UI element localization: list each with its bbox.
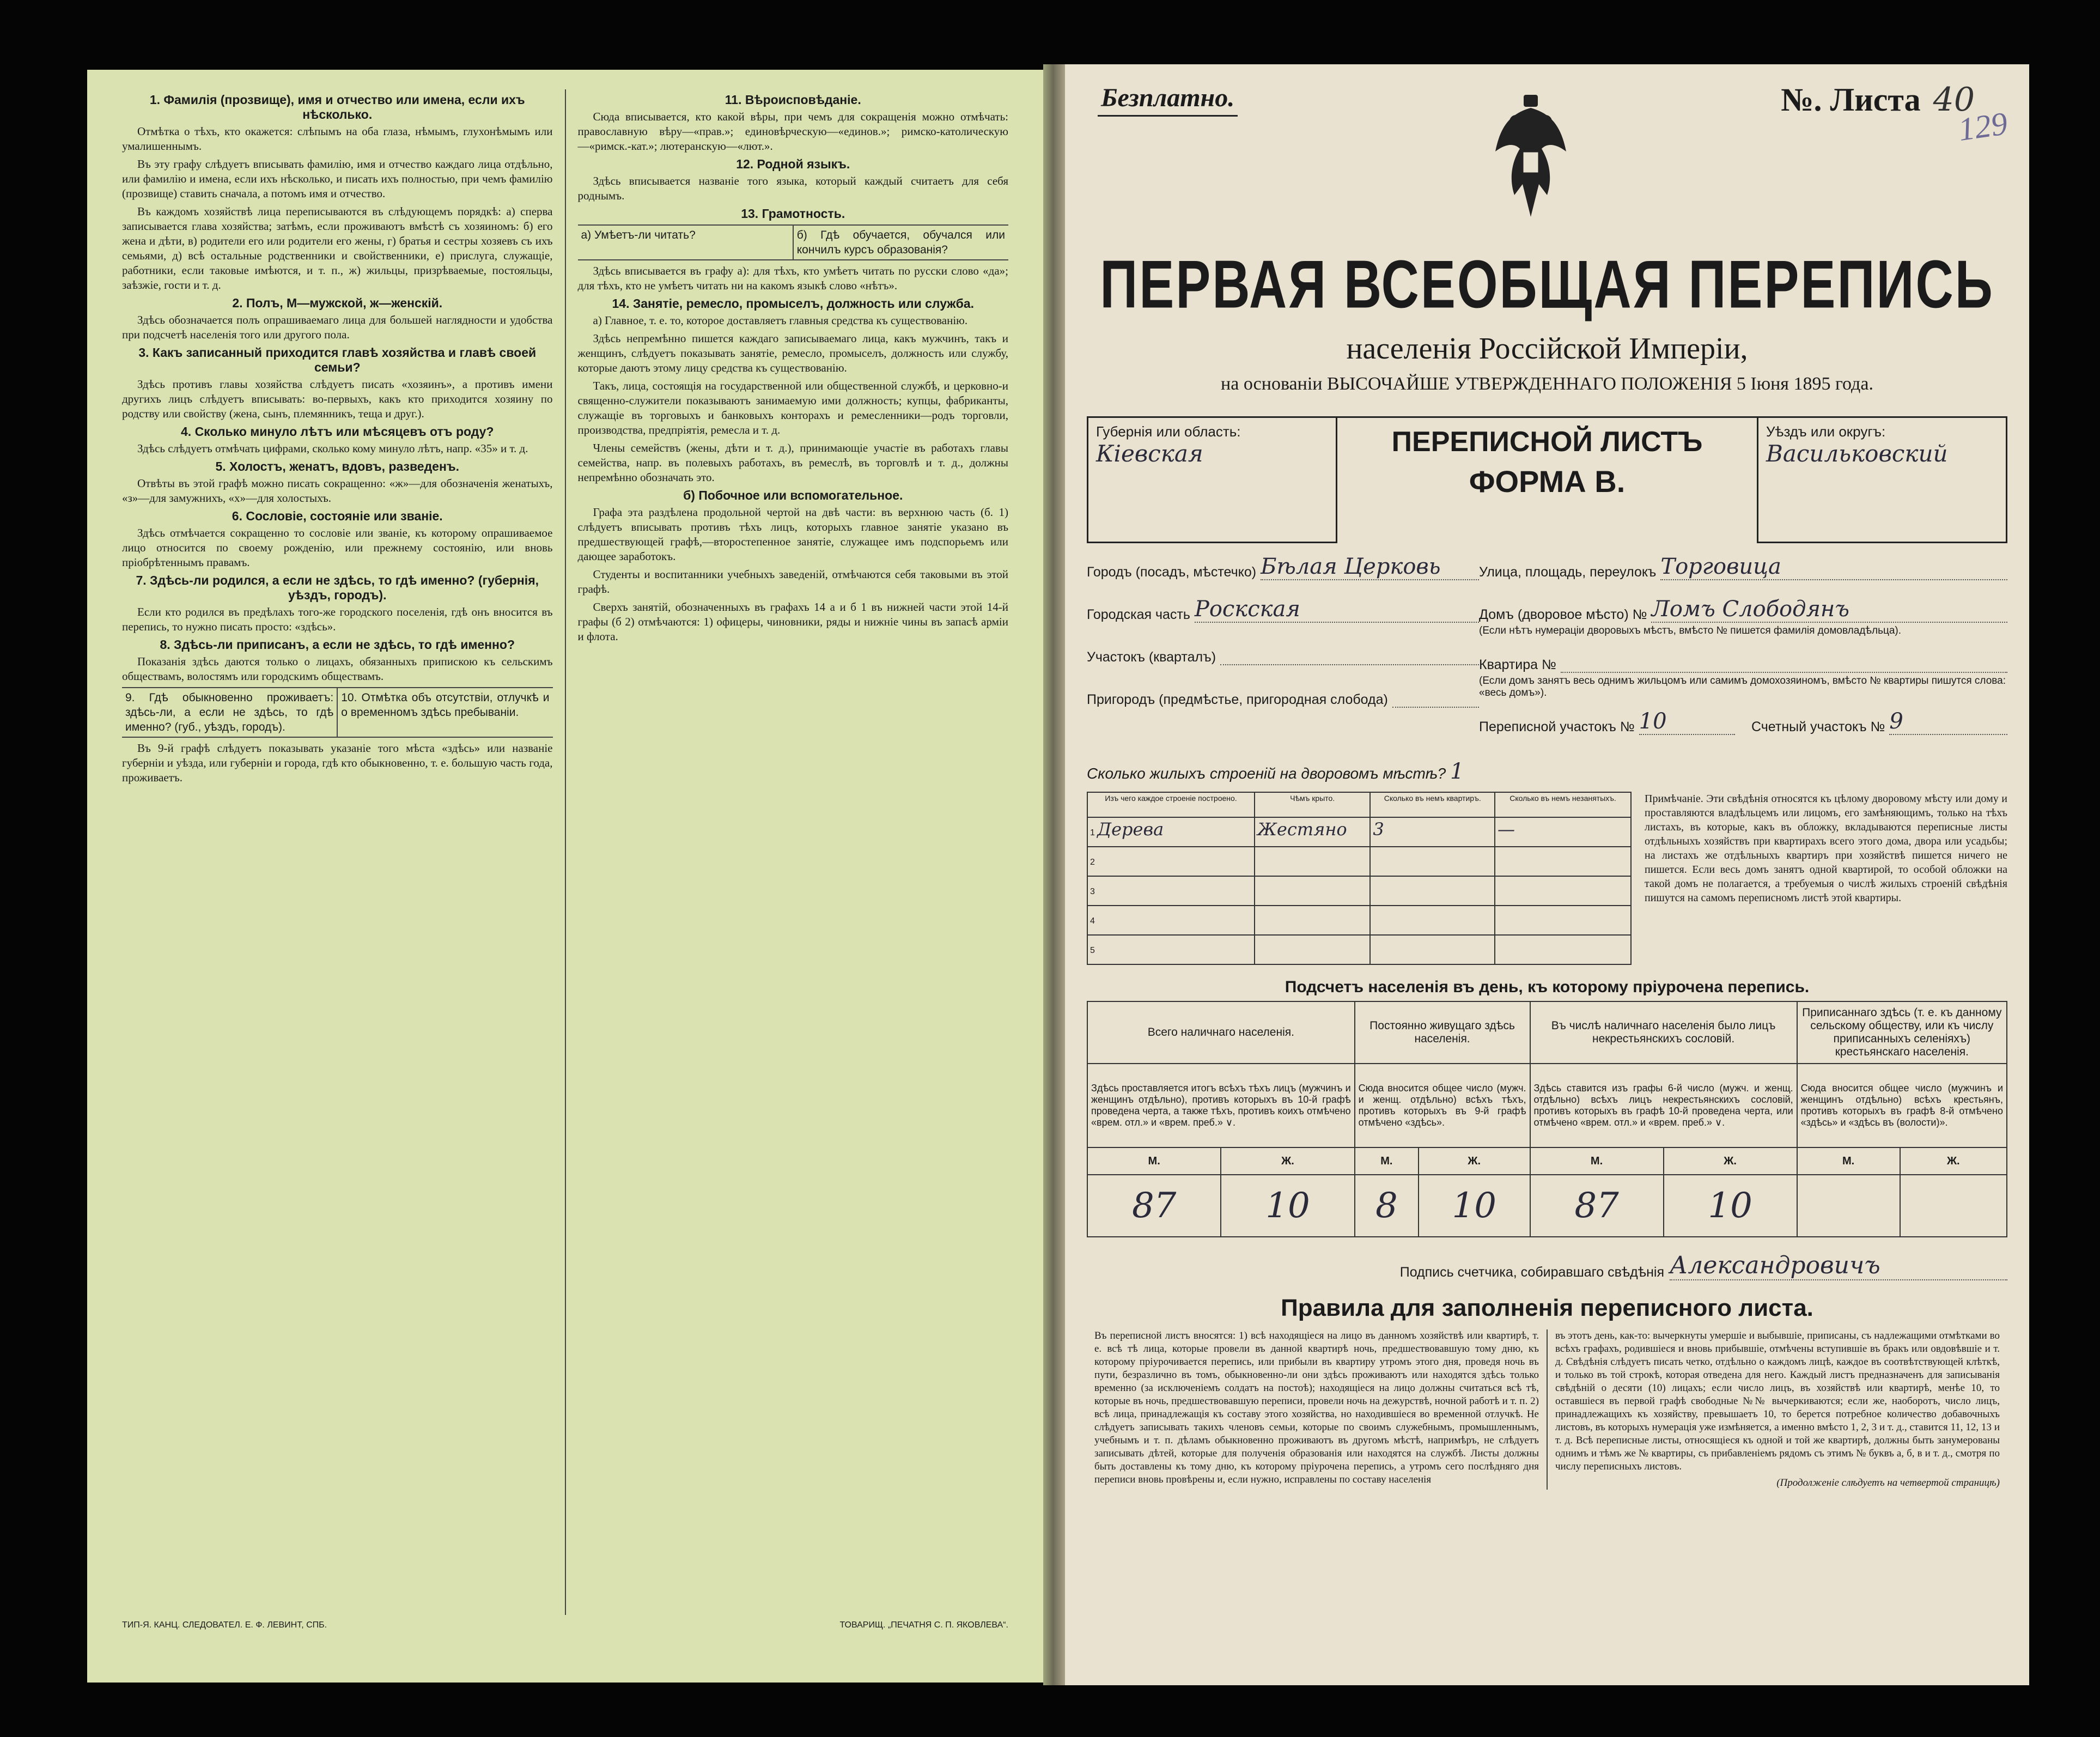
- sheet-title: [1337, 418, 1757, 543]
- census-subtitle: населенія Россійской Имперіи,: [1346, 332, 1748, 366]
- dwelling-cell: [1370, 935, 1495, 964]
- rules-continued: (Продолженіе слѣдуетъ на четвертой страницѣ): [1776, 1477, 2000, 1489]
- pop-header-present: Всего наличнаго населенія.: [1087, 1001, 1355, 1064]
- instruction-paragraph: Здѣсь слѣдуетъ отмѣчать цифрами, сколько кому минуло лѣтъ, напр. «35» и т. д.: [137, 442, 528, 455]
- dwelling-cell: [1370, 817, 1495, 847]
- printer-left: ТИП-Я. КАНЦ. СЛЕДОВАТЕЛ. Е. Ф. ЛЕВИНТ, СПБ.: [122, 1620, 327, 1630]
- suburb-label: Пригородъ (предмѣстье, пригородная слобода): [1087, 692, 1388, 707]
- population-count-value: [1900, 1175, 2007, 1237]
- double-headed-eagle-icon: [1490, 92, 1572, 228]
- street-value: Торговица: [1660, 554, 2007, 580]
- dwelling-cell: [1255, 876, 1370, 906]
- dwelling-cell: [1495, 935, 1631, 964]
- form-header-row: [1087, 416, 2007, 543]
- sheet-number-value: 40: [1933, 81, 1975, 119]
- dwelling-cell: [1495, 847, 1631, 876]
- instruction-paragraph: а) Главное, т. е. то, которое доставляетъ главныя средства къ существованію.: [593, 314, 968, 327]
- dwelling-cell: [1087, 876, 1255, 906]
- book-spine: [1043, 64, 1065, 1685]
- instruction-paragraph: Здѣсь вписывается названіе того языка, который каждый считаетъ для себя роднымъ.: [577, 174, 1008, 202]
- sex-column-label: М.: [1797, 1147, 1900, 1175]
- dw-header-material: Изъ чего каждое строеніе построено.: [1087, 792, 1255, 817]
- instruction-paragraph: Здѣсь противъ главы хозяйства слѣдуетъ писать «хозяинъ», а противъ имени другихъ лицъ слѣдуетъ вписывать: во-первыхъ, какъ кто приходится хозяину по родству или свойству (жена, сынъ, племянникъ, теща и друг.).: [122, 378, 553, 420]
- instruction-heading: 12. Родной языкъ.: [736, 157, 850, 171]
- uezd-label: Уѣздъ или округъ:: [1766, 423, 1886, 440]
- free-label: Безплатно.: [1098, 81, 1238, 117]
- dwelling-row-number: 2: [1090, 858, 1095, 867]
- dwelling-cell: [1495, 906, 1631, 935]
- flat-label: Квартира №: [1479, 657, 1556, 672]
- address-fields: [1087, 554, 2007, 751]
- instruction-paragraph: Въ 9-й графѣ слѣдуетъ показывать указаніе того мѣста «здѣсь» или названіе губерніи и уѣзда, или губерніи и города, гдѣ кто обыкновенно, т. е. большую часть года, проживаетъ.: [122, 742, 553, 784]
- gubernia-box: [1087, 418, 1337, 543]
- sheet-number: [1781, 81, 1975, 119]
- pop-desc-non-peasant: Здѣсь ставится изъ графы 6-й число (мужч. и женщ. отдѣльно) всѣхъ лицъ некрестьянскихъ сословій, противъ которыхъ въ графѣ 10-й проведена черта, или отмѣчено «врем. отл.» и «врем. преб.» ∨.: [1530, 1064, 1797, 1147]
- dwellings-table: [1087, 792, 1632, 965]
- instruction-paragraph: Въ каждомъ хозяйствѣ лица переписываются въ слѣдующемъ порядкѣ: а) сперва записывается глава хозяйства; затѣмъ, если проживаютъ вмѣстѣ съ хозяиномъ: б) его жена и дѣти, в) родители его или родители его жены, г) братья и сестры хозяевъ съ ихъ семьями, д) всѣ остальные родственники и свойственники, е) прислуга, служащіе, работники, если таковые имѣются, и т. п., ж) жильцы, призрѣваемые, постояльцы, заѣзжіе, гости и т. д.: [122, 205, 553, 291]
- dwelling-cell: [1370, 906, 1495, 935]
- instruction-heading: 2. Полъ, М—мужской, ж—женскій.: [232, 296, 443, 310]
- printer-right: ТОВАРИЩ. „ПЕЧАТНЯ С. П. ЯКОВЛЕВА“.: [839, 1620, 1008, 1630]
- dwelling-cell: [1255, 906, 1370, 935]
- rules-column-1: Въ переписной листъ вносятся: 1) всѣ находящіеся на лицо въ данномъ хозяйствѣ или квартирѣ, т. е. всѣ тѣ лица, которые провели въ данной квартирѣ ночь, предшествовавшую тому дню, къ которому пріурочивается перепись, или прибыли въ квартиру утромъ этого дня, проведя ночь въ пути, безразлично въ томъ, обыкновенно-ли они здѣсь проживаютъ или находятся здѣсь только временно (за исключеніемъ солдатъ на постоѣ); находящіеся на лицо должны считаться всѣ тѣ, которые въ ночь, предшествовавшую переписи, провели ночь на дежурствѣ, ночной работѣ и т. п. 2) всѣ лица, принадлежащія къ составу этого хозяйства, но находившіеся во временной отлучкѣ. Не слѣдуетъ записывать такихъ членовъ семьи, которые по своимъ служебнымъ, промышленнымъ, учебнымъ и т. п. дѣламъ обыкновенно проживаютъ въ другомъ мѣстѣ, напримѣръ, не слѣдуетъ записывать дѣтей, которые для полученія образованія или находятся на службѣ. Листы должны быть доставлены къ тому дню, къ которому пріурочена перепись, а утромъ сего послѣдняго дня переписи вновь провѣрены и, если нужно, исправлены по составу населенія: [1087, 1329, 1548, 1490]
- counting-area-value: 9: [1889, 709, 2007, 735]
- sex-column-label: М.: [1355, 1147, 1419, 1175]
- sex-column-label: Ж.: [1664, 1147, 1797, 1175]
- split-heading: [578, 224, 1009, 260]
- city-label: Городъ (посадъ, мѣстечко): [1087, 564, 1257, 580]
- sex-column-label: Ж.: [1419, 1147, 1530, 1175]
- sex-column-label: Ж.: [1900, 1147, 2007, 1175]
- population-count-title: Подсчетъ населенія въ день, къ которому пріурочена перепись.: [1285, 978, 1810, 996]
- instruction-heading: 5. Холостъ, женатъ, вдовъ, разведенъ.: [215, 459, 460, 473]
- split-heading-a: а) Умѣетъ-ли читать?: [578, 226, 794, 259]
- instruction-heading: б) Побочное или вспомогательное.: [683, 488, 903, 502]
- dwelling-row: [1087, 935, 1631, 964]
- population-count-value: 10: [1221, 1175, 1354, 1237]
- dwelling-cell: [1495, 876, 1631, 906]
- instruction-heading: 1. Фамилія (прозвище), имя и отчество или имена, если ихъ нѣсколько.: [149, 93, 525, 122]
- population-count-value: 87: [1530, 1175, 1664, 1237]
- instruction-heading: 3. Какъ записанный приходится главѣ хозяйства и главѣ своей семьи?: [138, 345, 537, 374]
- dwelling-cell: [1370, 876, 1495, 906]
- instruction-paragraph: Показанія здѣсь даются только о лицахъ, обязанныхъ припискою къ сельскимъ обществамъ, волостямъ или городскимъ обществамъ.: [122, 655, 553, 683]
- instruction-paragraph: Здѣсь непремѣнно пишется каждаго записываемаго лица, какъ мужчинъ, такъ и женщинъ, слѣдуетъ показывать занятіе, ремесло, промыселъ, должность или службу, которые даютъ этому лицу средства къ существованію.: [577, 332, 1008, 374]
- uezd-box: [1757, 418, 2007, 543]
- street-label: Улица, площадь, переулокъ: [1479, 564, 1657, 580]
- pop-header-permanent: Постоянно живущаго здѣсь населенія.: [1355, 1001, 1530, 1064]
- city-part-value: Роскская: [1195, 597, 1479, 623]
- dwelling-cell-value: 3: [1373, 819, 1384, 840]
- instruction-heading: 11. Вѣроисповѣданіе.: [725, 93, 861, 107]
- census-area-label: Переписной участокъ №: [1479, 719, 1635, 734]
- pop-header-non-peasant: Въ числѣ наличнаго населенія было лицъ некрестьянскихъ сословій.: [1530, 1001, 1797, 1064]
- dwelling-cell: [1255, 817, 1370, 847]
- enumerator-signature: [1087, 1252, 2007, 1280]
- rules-title: Правила для заполненія переписного листа.: [1281, 1295, 1813, 1321]
- population-count-value: [1797, 1175, 1900, 1237]
- signature-value: Александровичъ: [1670, 1252, 2007, 1280]
- house-value: Ломъ Слободянъ: [1651, 597, 2007, 623]
- instruction-paragraph: Въ эту графу слѣдуетъ вписывать фамилію, имя и отчество каждаго лица отдѣльно, или фамилію и имена, если ихъ нѣсколько, и писать ихъ полностью, при чемъ фамилію (прозвище) ставить сначала, а потомъ имя и отчество.: [122, 157, 553, 200]
- dwelling-cell-value: Жестяно: [1257, 819, 1347, 840]
- dw-header-flats: Сколько въ немъ квартиръ.: [1370, 792, 1495, 817]
- dwelling-row-number: 4: [1090, 916, 1095, 926]
- population-count-value: 8: [1355, 1175, 1419, 1237]
- instructions-column-2: [566, 89, 1021, 1615]
- dwelling-cell: [1087, 906, 1255, 935]
- dwelling-row-number: 3: [1090, 887, 1095, 896]
- sheet-title-line2: ФОРМА В.: [1469, 464, 1626, 499]
- archive-page-number: 129: [1956, 105, 2010, 148]
- instructions-page: [87, 70, 1043, 1683]
- instruction-heading: 6. Сословіе, состояніе или званіе.: [232, 509, 443, 523]
- instruction-paragraph: Если кто родился въ предѣлахъ того-же городского поселенія, гдѣ онъ вносится въ перепись, то нужно писать просто: «здѣсь».: [122, 605, 553, 633]
- dwelling-cell: [1087, 935, 1255, 964]
- census-area-value: 10: [1639, 709, 1735, 735]
- dwelling-row: [1087, 817, 1631, 847]
- dwelling-row-number: 1: [1090, 828, 1095, 837]
- split-heading: [122, 687, 553, 738]
- dwellings-note: Примѣчаніе. Эти свѣдѣнія относятся къ цѣлому дворовому мѣсту или дому и проставляются владѣльцемъ или лицомъ, его замѣняющимъ, только на тѣхъ листахъ, въ которые, какъ въ обложку, вкладываются переписные листы отдѣльныхъ хозяйствъ при квартирахъ всего этого дома, двора или усадьбы; на листахъ же отдѣльныхъ квартиръ при хозяйствѣ пишется ничего не пишется. Если весь домъ занятъ одной квартирой, то особой обложки на такой домъ не полагается, а требуемыя о числѣ жилыхъ строеній свѣдѣнія пишутся на самомъ переписномъ листѣ этой квартиры.: [1645, 793, 2007, 904]
- instruction-heading: 7. Здѣсь-ли родился, а если не здѣсь, то гдѣ именно? (губернія, уѣздъ, городъ).: [136, 573, 539, 602]
- instruction-paragraph: Сюда вписывается, кто какой вѣры, при чемъ для сокращенія можно отмѣчать: православную вѣру—«прав.»; единовѣрческую—«единов.»; римско-католическую—«римск.-кат.»; лютеранскую—«лют.».: [577, 110, 1008, 153]
- district-label: Участокъ (кварталъ): [1087, 649, 1216, 665]
- sheet-title-line1: ПЕРЕПИСНОЙ ЛИСТЪ: [1391, 426, 1703, 458]
- population-count-value: 10: [1419, 1175, 1530, 1237]
- census-basis: на основаніи ВЫСОЧАЙШЕ УТВЕРЖДЕННАГО ПОЛОЖЕНІЯ 5 Іюня 1895 года.: [1221, 374, 1873, 394]
- sheet-number-label: №. Листа: [1781, 82, 1921, 118]
- uezd-value: Васильковский: [1766, 440, 1948, 467]
- dwellings-value: 1: [1450, 759, 1464, 784]
- dwellings-label: Сколько жилыхъ строеній на дворовомъ мѣстѣ?: [1087, 765, 1446, 782]
- dwelling-row: [1087, 847, 1631, 876]
- dwelling-cell: [1370, 847, 1495, 876]
- flat-note: (Если домъ занятъ весь однимъ жильцомъ или самимъ домохозяиномъ, вмѣсто № квартиры пишутся слова: «весь домъ»).: [1479, 675, 2006, 699]
- dw-header-roof: Чѣмъ крыто.: [1255, 792, 1370, 817]
- city-part-label: Городская часть: [1087, 607, 1190, 622]
- city-value: Бѣлая Церковь: [1261, 554, 1479, 580]
- instruction-paragraph: Графа эта раздѣлена продольной чертой на двѣ части: въ верхнюю часть (б. 1) слѣдуетъ вписывать противъ тѣхъ лицъ, которыхъ главное занятіе указано въ предшествующей графѣ,—второстепенное занятіе, служащее имъ подспорьемъ или дающее заработокъ.: [577, 506, 1008, 563]
- dwelling-cell-value: —: [1498, 819, 1515, 840]
- instruction-paragraph: Отмѣтка о тѣхъ, кто окажется: слѣпымъ на оба глаза, нѣмымъ, глухонѣмымъ или умалишеннымъ.: [122, 125, 553, 153]
- instruction-paragraph: Здѣсь вписывается въ графу а): для тѣхъ, кто умѣетъ читать по русски слово «да»; для тѣхъ, кто не умѣетъ читать ни на какомъ языкѣ слово «нѣтъ».: [577, 264, 1008, 292]
- split-heading-b: 10. Отмѣтка объ отсутствіи, отлучкѣ и о временномъ здѣсь пребываніи.: [341, 691, 550, 719]
- dwelling-cell: [1087, 847, 1255, 876]
- house-label: Домъ (дворовое мѣсто) №: [1479, 607, 1647, 622]
- instruction-paragraph: Сверхъ занятій, обозначенныхъ въ графахъ 14 а и б 1 въ нижней части этой 14-й графы (б 2) отмѣчаются: 1) офицеры, чиновники, ряды и нижніе чины въ запасѣ арміи и флота.: [577, 600, 1008, 643]
- instruction-heading: 4. Сколько минуло лѣтъ или мѣсяцевъ отъ роду?: [181, 424, 494, 439]
- dwelling-cell-value: Дерева: [1097, 819, 1164, 840]
- instruction-heading: 14. Занятіе, ремесло, промыселъ, должность или служба.: [612, 296, 975, 311]
- suburb-value: [1392, 682, 1479, 708]
- signature-label: Подпись счетчика, собиравшаго свѣдѣнія: [1399, 1265, 1664, 1280]
- rules-column-2: [1548, 1329, 2007, 1490]
- pop-desc-present: Здѣсь проставляется итогъ всѣхъ тѣхъ лицъ (мужчинъ и женщинъ отдѣльно), противъ которыхъ въ 10-й графѣ проведена черта, а также тѣхъ, противъ коихъ отмѣчено «врем. отл.» и «врем. преб.» ∨.: [1087, 1064, 1355, 1147]
- population-count-value: 10: [1664, 1175, 1797, 1237]
- instruction-paragraph: Здѣсь отмѣчается сокращенно то сословіе или званіе, къ которому опрашиваемое лицо относится по своему рожденію, или прежнему состоянію, или вновь пріобрѣтеннымъ правамъ.: [122, 526, 553, 569]
- dwelling-row: [1087, 906, 1631, 935]
- flat-value: [1561, 647, 2007, 673]
- sex-column-label: М.: [1087, 1147, 1221, 1175]
- sex-column-label: М.: [1530, 1147, 1664, 1175]
- dw-header-vacant: Сколько въ немъ незанятыхъ.: [1495, 792, 1631, 817]
- dwelling-cell: [1495, 817, 1631, 847]
- split-heading-b: б) Гдѣ обучается, обучался или кончилъ курсъ образованія?: [796, 229, 1005, 256]
- gubernia-label: Губернія или область:: [1096, 423, 1241, 440]
- census-form-page: [1065, 64, 2029, 1685]
- dwelling-cell: [1255, 847, 1370, 876]
- instruction-heading: 8. Здѣсь-ли приписанъ, а если не здѣсь, то гдѣ именно?: [160, 637, 515, 652]
- instruction-paragraph: Студенты и воспитанники учебныхъ заведеній, отмѣчаются себя таковыми въ этой графѣ.: [577, 568, 1008, 596]
- dwellings-question: [1087, 759, 2007, 784]
- split-heading-a: 9. Гдѣ обыкновенно проживаетъ: здѣсь-ли, а если не здѣсь, то гдѣ именно? (губ., уѣздъ, городъ).: [122, 688, 338, 737]
- dwelling-row-number: 5: [1090, 946, 1095, 955]
- house-note: (Если нѣтъ нумераціи дворовыхъ мѣстъ, вмѣсто № пишется фамилія домовладѣльца).: [1479, 625, 1902, 636]
- printer-footer: [110, 1620, 1020, 1630]
- district-value: [1220, 639, 1479, 665]
- census-main-title: ПЕРВАЯ ВСЕОБЩАЯ ПЕРЕПИСЬ: [1100, 246, 1994, 323]
- instruction-paragraph: Такъ, лица, состоящія на государственной или общественной службѣ, и церковно-и священно-служители показываютъ занимаемую ими должность; купцы, фабриканты, служащіе въ торговыхъ и банковыхъ конторахъ и ремесленники—родъ торговли, производства, предпріятія, ремесла и т. д.: [577, 379, 1008, 436]
- sex-column-label: Ж.: [1221, 1147, 1354, 1175]
- pop-desc-permanent: Сюда вносится общее число (мужч. и женщ. отдѣльно) всѣхъ тѣхъ, противъ которыхъ въ 9-й графѣ отмѣчено «здѣсь».: [1355, 1064, 1530, 1147]
- pop-desc-peasant: Сюда вносится общее число (мужчинъ и женщинъ отдѣльно) всѣхъ крестьянъ, противъ которыхъ въ графѣ 8-й отмѣчено «здѣсь» и «здѣсь въ (волости)».: [1797, 1064, 2007, 1147]
- rules-text: [1087, 1329, 2007, 1490]
- instruction-heading: 13. Грамотность.: [741, 207, 845, 221]
- instruction-paragraph: Члены семействъ (жены, дѣти и т. д.), принимающіе участіе въ работахъ главы семейства, напр. въ полевыхъ работахъ, въ ремеслѣ, въ торговлѣ и т. д., должны непремѣнно обозначать это.: [577, 441, 1008, 484]
- dwelling-cell: [1087, 817, 1255, 847]
- instruction-paragraph: Здѣсь обозначается полъ опрашиваемаго лица для большей наглядности и удобства при подсчетѣ населенія того или другого пола.: [122, 313, 553, 341]
- instruction-paragraph: Отвѣты въ этой графѣ можно писать сокращенно: «ж»—для обозначенія женатыхъ, «з»—для замужнихъ, «х»—для холостыхъ.: [122, 477, 553, 505]
- pop-header-peasant: Приписаннаго здѣсь (т. е. къ данному сельскому обществу, или къ числу приписанныхъ селеніяхъ) крестьянскаго населенія.: [1797, 1001, 2007, 1064]
- counting-area-label: Счетный участокъ №: [1751, 719, 1885, 734]
- dwelling-row: [1087, 876, 1631, 906]
- gubernia-value: Кіевская: [1096, 440, 1203, 467]
- population-count-value: 87: [1087, 1175, 1221, 1237]
- population-table: [1087, 1001, 2007, 1237]
- instructions-column-1: [110, 89, 566, 1615]
- rules-column-2-text: въ этотъ день, как-то: вычеркнуты умершіе и выбывшіе, приписаны, съ надлежащими отмѣтками во всѣхъ графахъ, родившіеся и вновь прибывшіе, отмѣчены вступившіе въ бракъ или овдовѣвшіе и т. д. Свѣдѣнія слѣдуетъ писать четко, отдѣльно о каждомъ лицѣ, каждое въ соотвѣтствующей клѣткѣ, и только въ той строкѣ, которая отведена для него. Каждый листъ предназначенъ для записыванія свѣдѣній о десяти (10) лицахъ; если число лицъ, въ хозяйствѣ или квартирѣ, менѣе 10, то оставшіеся въ первой графѣ свободные №№ вычеркиваются; если же, наоборотъ, число лицъ, принадлежащихъ къ хозяйству, превышаетъ 10, то берется потребное количество добавочныхъ листовъ, въ которыхъ нумерація уже измѣняется, а именно вмѣсто 1, 2, 3 и т. д., ставится 11, 12, 13 и т. д. Всѣ переписные листы, относящіеся къ одной и той же квартирѣ, должны быть занумерованы однимъ и тѣмъ же № квартиры, съ прибавленіемъ рядомъ съ этимъ № буквъ а, б, в и т. д., смотря по числу переписныхъ листовъ.: [1555, 1330, 2000, 1472]
- dwelling-cell: [1255, 935, 1370, 964]
